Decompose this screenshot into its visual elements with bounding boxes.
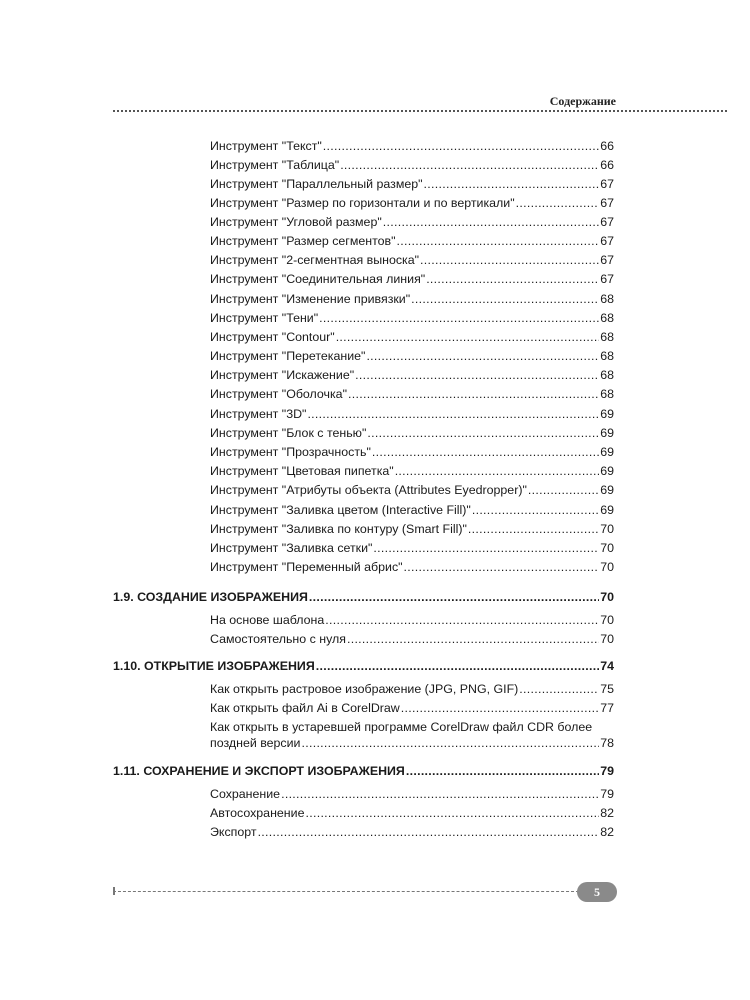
toc-entry[interactable]: Инструмент "Таблица" ..... 66 [210,157,614,173]
toc-entry[interactable]: Инструмент "Изменение привязки" ..... 68 [210,291,614,307]
toc-entry[interactable]: Инструмент "Угловой размер" ..... 67 [210,214,614,230]
footer-divider [113,891,579,892]
toc-entry-first-line[interactable]: Как открыть в устаревшей программе CorelDraw файл CDR более [210,720,593,734]
toc-entry[interactable]: Инструмент "Оболочка" ..... 68 [210,386,614,402]
toc-section-heading[interactable]: 1.9. СОЗДАНИЕ ИЗОБРАЖЕНИЯ ..... 70 [113,589,614,605]
toc-entry[interactable]: Инструмент "Заливка сетки" ..... 70 [210,540,614,556]
toc-entry[interactable]: Инструмент "Текст" ..... 66 [210,138,614,154]
toc-entry[interactable]: Инструмент "Блок с тенью" ..... 69 [210,425,614,441]
toc-entry[interactable]: Инструмент "2-сегментная выноска" ..... 67 [210,252,614,268]
toc-entry[interactable]: Инструмент "Заливка цветом (Interactive Fill)" ..... 69 [210,502,614,518]
toc-entry[interactable]: Инструмент "Тени" ..... 68 [210,310,614,326]
page-number-badge: 5 [577,882,617,902]
toc-entry[interactable]: Инструмент "Contour" ..... 68 [210,329,614,345]
header-divider [113,110,727,112]
toc-entry[interactable]: Инструмент "Искажение" ..... 68 [210,367,614,383]
toc-entry[interactable]: Инструмент "Перетекание" ..... 68 [210,348,614,364]
toc-entry[interactable]: Инструмент "Заливка по контуру (Smart Fill)" ..... 70 [210,521,614,537]
toc-entry[interactable]: Экспорт ..... 82 [210,824,614,840]
toc-entry[interactable]: Инструмент "Параллельный размер" ..... 67 [210,176,614,192]
toc-entry[interactable]: Как открыть файл Ai в CorelDraw ..... 77 [210,700,614,716]
toc-entry[interactable]: Инструмент "Прозрачность" ..... 69 [210,444,614,460]
toc-entry[interactable]: Инструмент "Соединительная линия" ..... 67 [210,271,614,287]
toc-entry[interactable]: Инструмент "3D" ..... 69 [210,406,614,422]
toc-entry[interactable]: Инструмент "Цветовая пипетка" ..... 69 [210,463,614,479]
toc-entry[interactable]: На основе шаблона ..... 70 [210,612,614,628]
toc-entry[interactable]: Как открыть растровое изображение (JPG, PNG, GIF) ..... 75 [210,681,614,697]
toc-entry[interactable]: Инструмент "Размер сегментов" ..... 67 [210,233,614,249]
toc-entry[interactable]: поздней версии ..... 78 [210,735,614,751]
toc-entry[interactable]: Инструмент "Размер по горизонтали и по вертикали" ..... 67 [210,195,614,211]
toc-entry[interactable]: Самостоятельно с нуля ..... 70 [210,631,614,647]
toc-entry[interactable]: Инструмент "Переменный абрис" ..... 70 [210,559,614,575]
toc-section-heading[interactable]: 1.11. СОХРАНЕНИЕ И ЭКСПОРТ ИЗОБРАЖЕНИЯ ..... 79 [113,763,614,779]
toc-entry[interactable]: Автосохранение ..... 82 [210,805,614,821]
running-header-title: Содержание [549,94,616,108]
toc-entry[interactable]: Инструмент "Атрибуты объекта (Attributes Eyedropper)" ..... 69 [210,482,614,498]
toc-entry[interactable]: Сохранение ..... 79 [210,786,614,802]
toc-section-heading[interactable]: 1.10. ОТКРЫТИЕ ИЗОБРАЖЕНИЯ ..... 74 [113,658,614,674]
